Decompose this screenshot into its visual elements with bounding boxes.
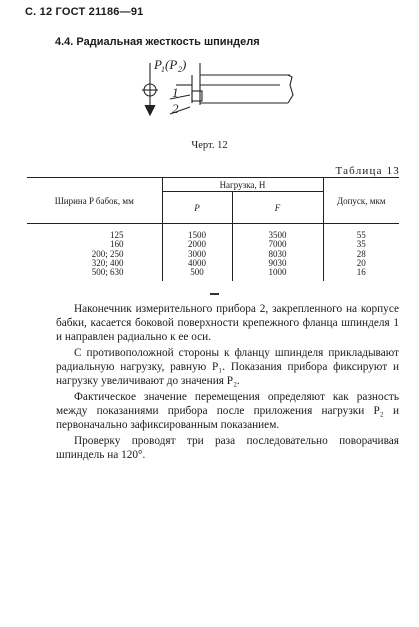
table-cell: 1000 [268, 267, 287, 278]
fig-label-2: 2 [172, 101, 179, 116]
paragraph-1: Наконечник измерительного прибора 2, закрепленного на корпусе бабки, касается боковой поверхности крепежного фланца шпинделя 1 и направлен радиально к ее оси. [56, 303, 399, 343]
table-cell: 200; 250 [91, 248, 124, 259]
page-header: С. 12 ГОСТ 21186—91 [25, 6, 144, 18]
section-title: 4.4. Радиальная жесткость шпинделя [55, 36, 260, 48]
table-cell: 55 [356, 230, 366, 240]
table-cell: 35 [356, 239, 366, 250]
table-cell: 500; 630 [91, 267, 124, 278]
col-width-header: Ширина P бабок, мм [27, 178, 162, 224]
table-label: Таблица 13 [335, 165, 400, 177]
table-cell: 7000 [268, 239, 287, 250]
table-cell: 20 [356, 257, 366, 268]
col-width-values [27, 224, 162, 282]
fig-label-sub1: 1 [161, 65, 165, 74]
table-cell: 4000 [188, 257, 206, 268]
fig-label-1: 1 [172, 85, 179, 100]
table-cell: 160 [110, 239, 124, 250]
table-cell: 16 [356, 267, 366, 278]
table-cell: 3500 [268, 230, 287, 240]
table-cell: 8030 [268, 248, 287, 259]
col-p1-values [162, 224, 232, 282]
figure-drawing [130, 55, 310, 130]
col-tol-values [323, 224, 399, 282]
force-arrow-icon [145, 105, 155, 115]
printer-mark [210, 293, 219, 295]
paragraph-4: Проверку проводят три раза последовательно поворачивая шпиндель на 120°. [56, 435, 399, 461]
table-cell: 3000 [188, 248, 206, 259]
col-p1-header: P [162, 192, 232, 224]
table-cell: 9030 [268, 257, 287, 268]
table-cell: 320; 400 [91, 257, 124, 268]
fig-label-sub2: 2 [178, 65, 182, 74]
table-13 [27, 177, 399, 281]
col-tol-header: Допуск, мкм [323, 178, 399, 224]
table-cell: 28 [356, 248, 366, 259]
table-cell: 1500 [188, 230, 206, 240]
figure-caption: Черт. 12 [191, 140, 228, 151]
col-p2-header: F [232, 192, 323, 224]
fig-label-p2: (P [165, 57, 178, 72]
table-cell: 2000 [188, 239, 206, 250]
fig-label-p: P [154, 57, 162, 72]
col-p2-values [232, 224, 323, 282]
paragraph-2: С противоположной стороны к фланцу шпинделя прикладывают радиальную нагрузку, равную P₁. Показания прибора фиксируют и нагрузку увеличивают до значения P₂. [56, 347, 399, 387]
fig-label-paren: ) [182, 57, 187, 72]
table-cell: 125 [110, 230, 124, 240]
paragraph-3: Фактическое значение перемещения определяют как разность между показаниями прибора после приложения нагрузки P₂ и первоначально зафиксированным показанием. [56, 391, 399, 431]
col-load-header: Нагрузка, Н [162, 178, 323, 192]
table-cell: 500 [190, 267, 204, 278]
